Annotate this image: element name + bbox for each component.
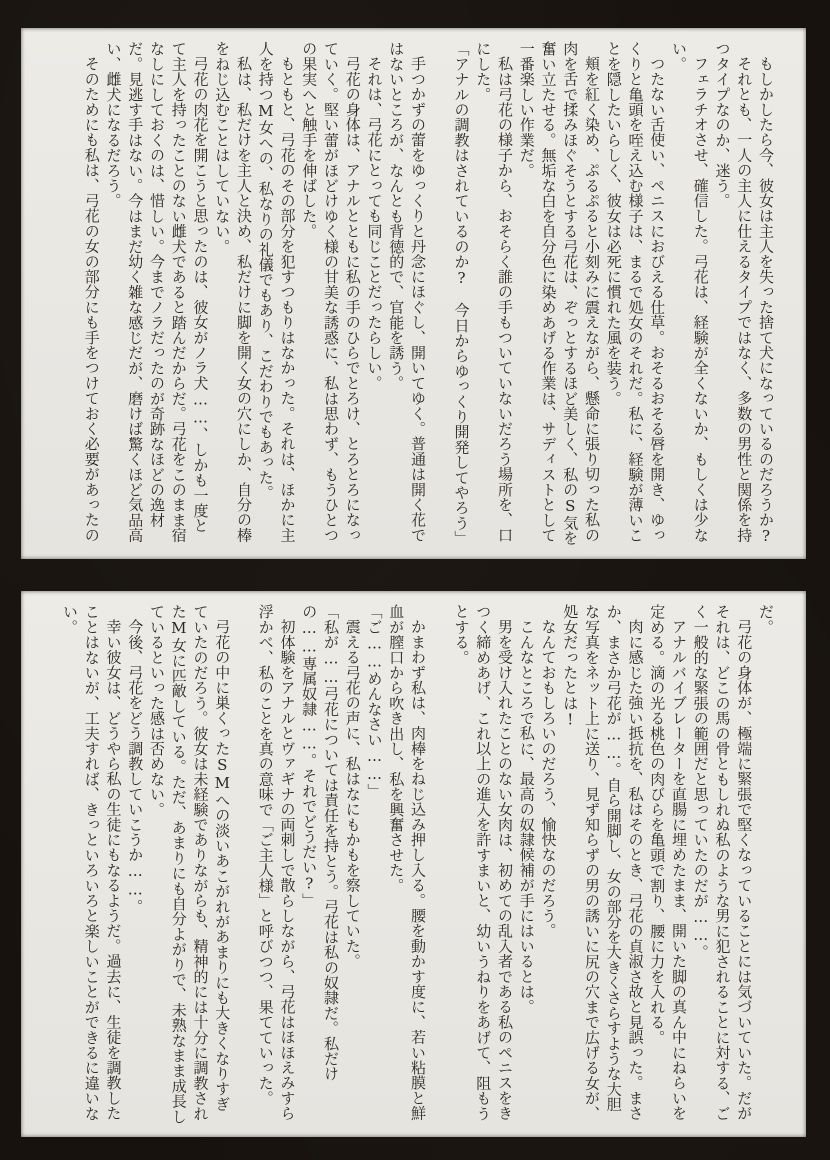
paragraph: つたない舌使い、ペニスにおびえる仕草。おそるおそる唇を開き、ゆっくりと亀頭を咥え込む様子は、まるで処女のそれだ。私に、経験が薄いことを隠したいらしく、彼女は必死に慣れた風を装う。 (604, 41, 667, 543)
paragraph: 男を受け入れたことのない女肉は、初めての乱入者である私のペニスをきつく締めあげ、これ以上の進入を許すまいと、幼いうねりをあげて、阻もうとする。 (452, 604, 514, 1121)
paragraph: かまわず私は、肉棒をねじ込み押し入る。腰を動かす度に、若い粘膜と鮮血が膣口から吹き出し、私を興奮させた。 (387, 604, 427, 1121)
paragraph: そのためにも私は、弓花の女の部分にも手をつけておく必要があったの (82, 56, 101, 543)
paragraph: それとも、一人の主人に仕えるタイプではなく、多数の男性と関係を持つタイプなのか、迷う。 (713, 41, 754, 543)
paragraph: 「ご……めんなさい……」 (365, 604, 384, 799)
top-vertical-text-block (21, 28, 806, 559)
paragraph: 震える弓花の声に、私はなにもかもを察していた。 (343, 619, 362, 969)
paragraph: 弓花の身体は、アナルとともに私の手のひらでとろけ、とろとろになっていく。堅い蕾がほどけゆく様の甘美な誘惑に、私は思わず、もうひとつの果実へと触手を伸ばした。 (300, 41, 362, 543)
paragraph: 手つかずの蕾をゆっくりと丹念にほぐし、開いてゆく。普通は開く花ではないところが、なんとも背徳的で、官能を誘う。 (387, 41, 427, 543)
paragraph (232, 604, 254, 1124)
top-text-panel (21, 28, 806, 559)
paragraph: 私は、私だけを主人と決め、私だけに脚を開く女の穴にしか、自分の棒をねじ込むことはしていない。 (213, 41, 253, 543)
paragraph: フェラチオさせ、確信した。弓花は、経験が全くないか、もしくは少ない。 (670, 41, 710, 543)
paragraph: 「アナルの調教はされているのか? 今日からゆっくり開発してやろう」 (452, 41, 471, 546)
paragraph (428, 41, 450, 546)
paragraph: 幸い彼女は、どうやら私の生徒にもなるようだ。過去に、生徒を調教したことはないが、工夫すれば、きっといろいろと楽しいことができるに違いない。 (61, 604, 123, 1121)
bottom-vertical-text-block (21, 591, 806, 1137)
paragraph: もしかしたら今、彼女は主人を失った捨て犬になっているのだろうか? (757, 56, 775, 546)
paragraph: 頬を紅く染め、ぷるぷると小刻みに震えながら、懸命に張り切った私の肉を舌で揉みほぐそうとする弓花は、ぞっとするほど美しく、私のS気を奮い立たせる。無垢な白を自分色に染めあげる作業は、サディストとして一番楽しい作業だ。 (517, 41, 601, 546)
paragraph: 肉に感じた強い抵抗を、私はそのとき、弓花の貞淑さ故と見誤った。まさか、まさか弓花が……。自ら開脚し、女の部分を大きくさらすような大胆な写真をネット上に送り、見ず知らずの男の誘いに尻の穴まで広げる女が、処女だったとは! (561, 604, 645, 1121)
paragraph: こんなところで私に、最高の奴隷候補が手にはいるとは。 (517, 619, 536, 1015)
paragraph: 弓花の身体が、極端に緊張で堅くなっていることには気づいていた。だがそれは、どこの馬の骨ともしれぬ私のような男に犯されることに対する、ごく一般的な緊張の範囲だと思っていたのだが……。 (691, 604, 754, 1121)
paragraph: 初体験をアナルとヴァギナの両刺しで散らしながら、弓花はほほえみすら浮かべ、私のことを真の意味で「ご主人様」と呼びつつ、果てていった。 (256, 604, 297, 1121)
paragraph: 私は弓花の様子から、おそらく誰の手もついていないだろう場所を、口にした。 (474, 41, 514, 543)
paragraph: アナルバイブレーターを直腸に埋めたまま、開いた脚の真ん中にねらいを定める。滴の光る桃色の肉びらを亀頭で割り、腰に力を入れる。 (648, 604, 688, 1121)
paragraph: もともと、弓花のその部分を犯すつもりはなかった。それは、ほかに主人を持つM女への、私なりの礼儀でもあり、こだわりでもあった。 (256, 41, 297, 543)
paragraph: 「私が……弓花については責任を持とう。弓花は私の奴隷だ。私だけの……専属奴隷……。それでどうだい?」 (300, 604, 340, 1082)
paragraph: それは、弓花にとっても同じことだったらしい。 (365, 56, 384, 391)
paragraph: 弓花の肉花を開こうと思ったのは、彼女がノラ犬……、しかも一度とて主人を持ったことのない雌犬であると踏んだからだ。弓花をこのまま宿なしにしておくのは、惜しい。今までノラだったのが奇跡なほどの逸材だ。見逃す手はない。今はまだ幼く雑な感じだが、磨けば驚くほど気品高い、雌犬になるだろう。 (104, 41, 210, 543)
paragraph: なんておもしろいのだろう、愉快なのだろう。 (539, 619, 558, 939)
paragraph (428, 604, 450, 1124)
paragraph: 今後、弓花をどう調教していこうか……。 (126, 619, 145, 914)
bottom-text-panel (21, 591, 806, 1137)
paragraph: だ。 (757, 604, 775, 635)
paragraph: 弓花の中に巣くったSMへの淡いあこがれがあまりにも大きくなりすぎていたのだろう。彼女は未経験でありながらも、精神的には十分に調教されたM女に匹敵している。ただ、あまりにも自分よがりで、未熟なまま成長しているといった感は否めない。 (148, 604, 232, 1124)
